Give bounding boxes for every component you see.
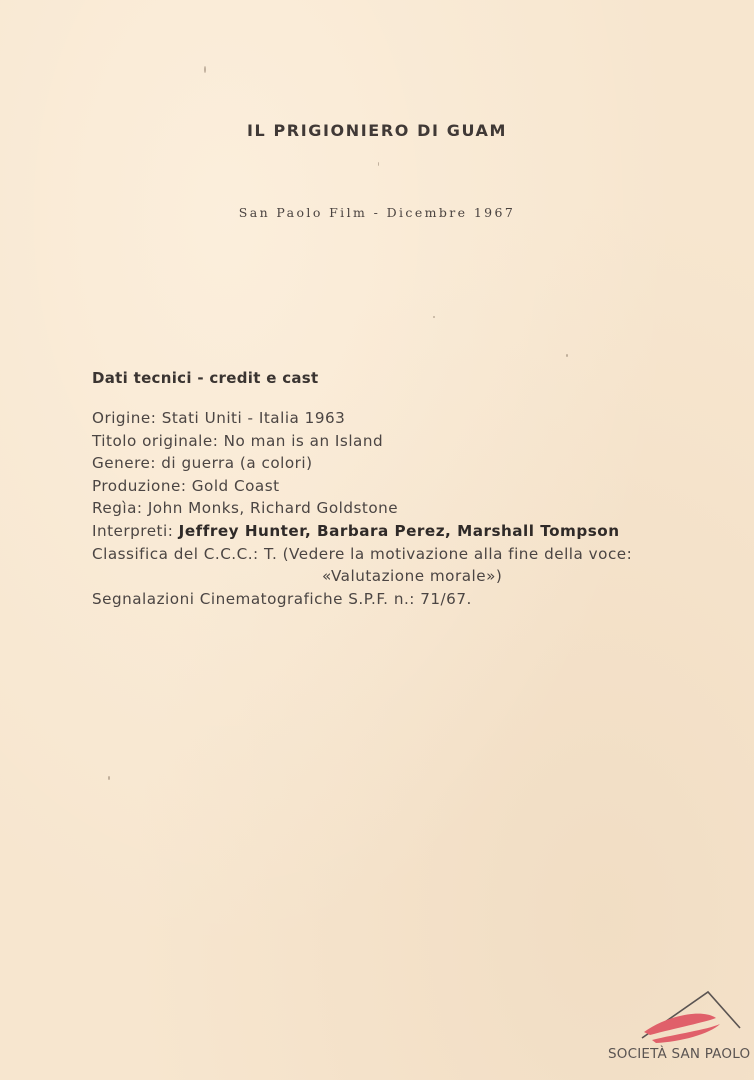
paper-speck [566, 354, 568, 357]
paper-speck [108, 776, 110, 780]
document-title: IL PRIGIONIERO DI GUAM [246, 121, 508, 140]
logo-text: SOCIETÀ SAN PAOLO [608, 1046, 751, 1062]
credit-titolo-originale: Titolo originale: No man is an Island [92, 431, 384, 450]
credit-classifica-continued: «Valutazione morale») [322, 567, 503, 586]
interpreti-label: Interpreti: [92, 521, 174, 540]
credit-segnalazioni: Segnalazioni Cinematografiche S.P.F. n.: 71/67. [92, 589, 472, 608]
section-heading: Dati tecnici - credit e cast [92, 369, 319, 387]
credit-genere: Genere: di guerra (a colori) [92, 454, 313, 473]
credit-regia: Regìa: John Monks, Richard Goldstone [92, 499, 399, 518]
credits-list [92, 407, 732, 610]
credit-classifica: Classifica del C.C.C.: T. (Vedere la motivazione alla fine della voce: [92, 544, 633, 563]
paper-speck [204, 66, 206, 73]
paper-speck [433, 316, 435, 318]
san-paolo-logo-icon [636, 988, 744, 1046]
societa-san-paolo-logo [606, 988, 751, 1068]
credit-produzione: Produzione: Gold Coast [92, 476, 280, 495]
credit-origine: Origine: Stati Uniti - Italia 1963 [92, 409, 346, 427]
credit-interpreti [92, 520, 732, 543]
document-subtitle: San Paolo Film - Dicembre 1967 [238, 205, 516, 220]
interpreti-names: Jeffrey Hunter, Barbara Perez, Marshall Tompson [178, 521, 620, 540]
paper-speck [378, 162, 379, 166]
